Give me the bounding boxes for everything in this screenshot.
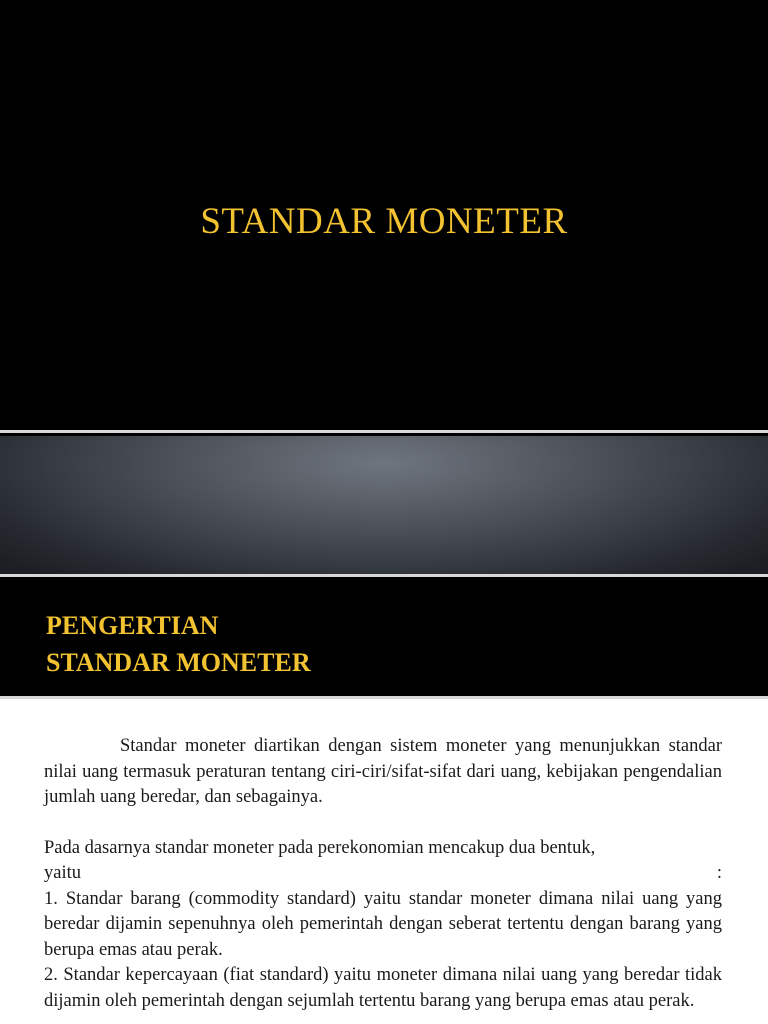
- list-item-fiat-standard: 2. Standar kepercayaan (fiat standard) yaitu moneter dimana nilai uang yang beredar tidak dijamin oleh pemerintah dengan sejumlah tertentu barang yang berupa emas atau perak.: [44, 965, 722, 1011]
- slide-title: STANDAR MONETER: [200, 201, 568, 242]
- document-body: [44, 734, 722, 1014]
- colon-text: :: [716, 863, 722, 883]
- paragraph-intro: Pada dasarnya standar moneter pada perekonomian mencakup dua bentuk,: [44, 837, 596, 858]
- paragraph-gap: [44, 811, 722, 836]
- title-slide: [0, 0, 768, 430]
- section-header-slide: [0, 577, 768, 696]
- section-title: [46, 607, 311, 681]
- slide-divider: [0, 430, 768, 433]
- paragraph-definition: Standar moneter diartikan dengan sistem moneter yang menunjukkan standar nilai uang termasuk peraturan tentang ciri-ciri/sifat-sifat dari uang, kebijakan pengendalian jumlah uang beredar, dan sebagainya.: [44, 736, 722, 807]
- yaitu-text: yaitu: [44, 863, 81, 883]
- section-title-line-1: PENGERTIAN: [46, 611, 219, 640]
- gradient-slide: [0, 436, 768, 574]
- paragraph-intro-continuation: [44, 861, 722, 887]
- section-title-line-2: STANDAR MONETER: [46, 648, 311, 677]
- list-item-commodity-standard: 1. Standar barang (commodity standard) yaitu standar moneter dimana nilai uang yang beredar dijamin sepenuhnya oleh pemerintah dengan seberat tertentu dengan barang yang berupa emas atau perak.: [44, 888, 722, 960]
- document-page: [0, 699, 768, 1024]
